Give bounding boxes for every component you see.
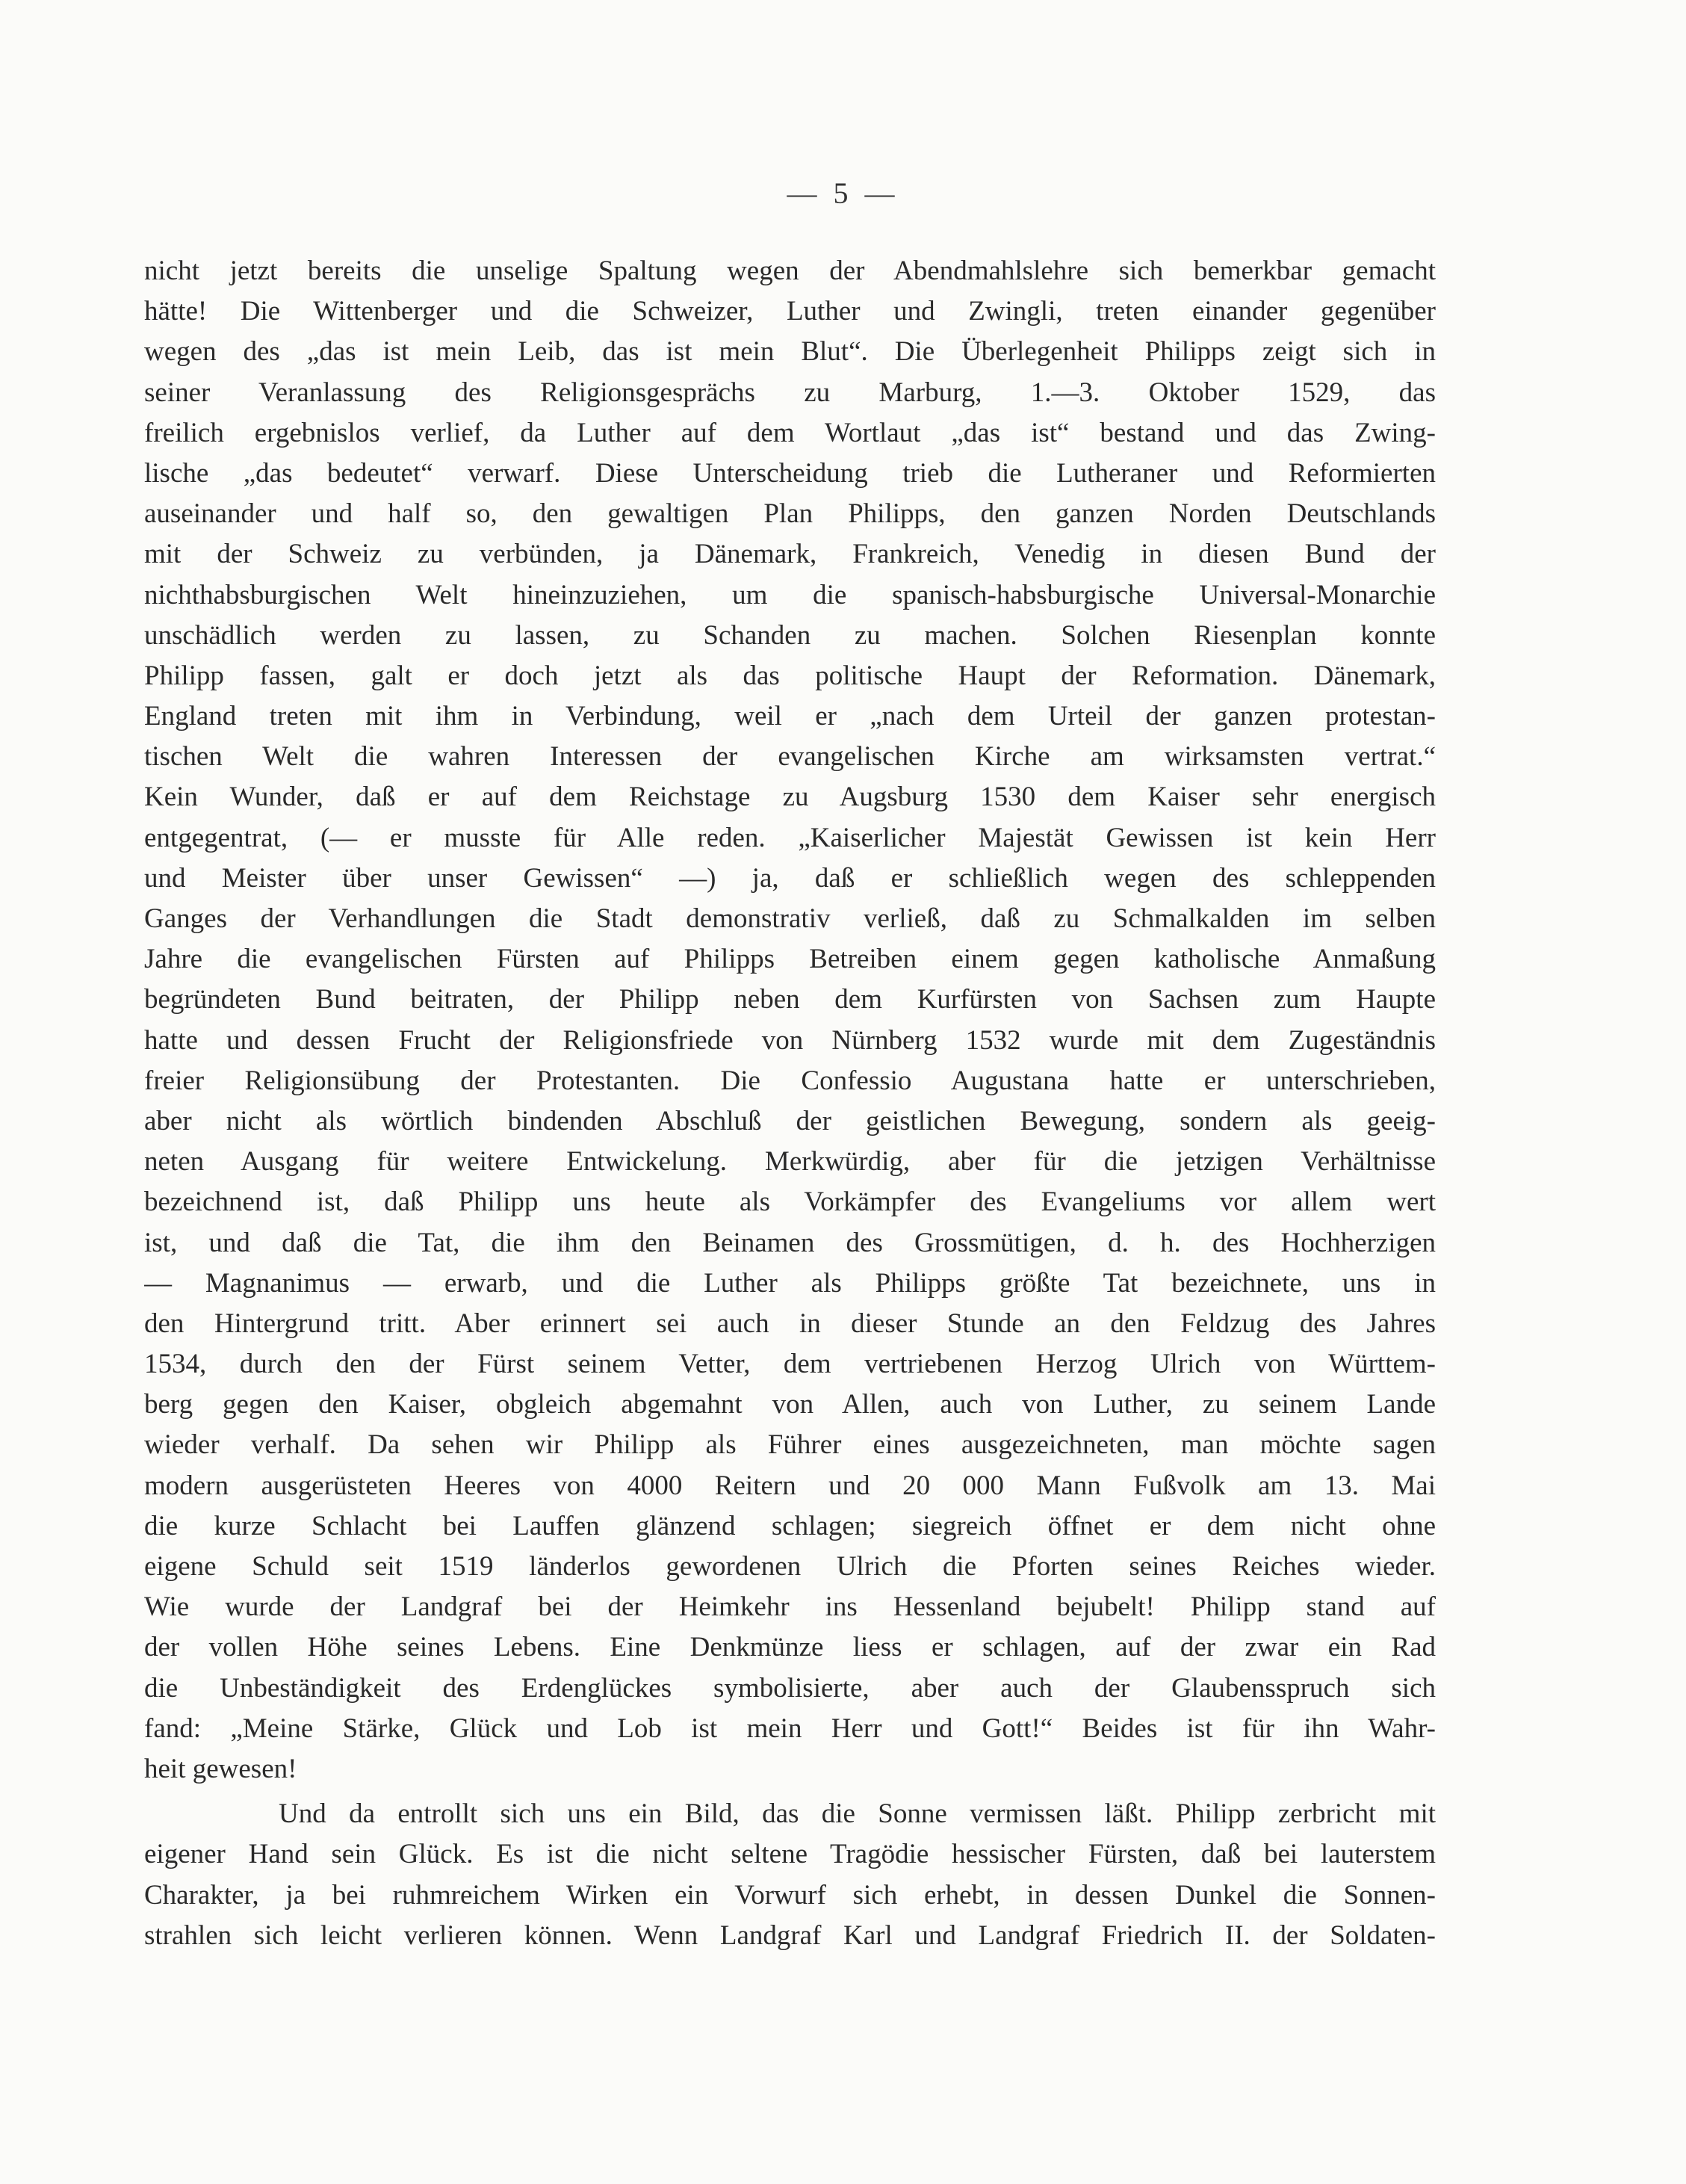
text-line: seiner Veranlassung des Religionsgesprächs zu Marburg, 1.—3. Oktober 1529, das — [144, 377, 1436, 408]
text-line: modern ausgerüsteten Heeres von 4000 Reitern und 20 000 Mann Fußvolk am 13. Mai — [144, 1470, 1436, 1501]
text-line: Kein Wunder, daß er auf dem Reichstage zu Augsburg 1530 dem Kaiser sehr energisch — [144, 782, 1436, 813]
text-line: die Unbeständigkeit des Erdenglückes symbolisierte, aber auch der Glaubensspruch sich — [144, 1672, 1436, 1704]
text-line: hatte und dessen Frucht der Religionsfriede von Nürnberg 1532 wurde mit dem Zugeständnis — [144, 1024, 1436, 1056]
text-line: mit der Schweiz zu verbünden, ja Dänemark, Frankreich, Venedig in diesen Bund der — [144, 539, 1436, 570]
text-line: und Meister über unser Gewissen“ —) ja, daß er schließlich wegen des schleppenden — [144, 862, 1436, 894]
text-line: Und da entrollt sich uns ein Bild, das die Sonne vermissen läßt. Philipp zerbricht mit — [279, 1798, 1436, 1830]
text-line: eigener Hand sein Glück. Es ist die nicht seltene Tragödie hessischer Fürsten, daß bei lauterstem — [144, 1839, 1436, 1870]
text-line: Ganges der Verhandlungen die Stadt demonstrativ verließ, daß zu Schmalkalden im selben — [144, 903, 1436, 934]
text-line: nicht jetzt bereits die unselige Spaltung wegen der Abendmahlslehre sich bemerkbar gemacht — [144, 256, 1436, 286]
text-line: heit gewesen! — [144, 1753, 297, 1784]
text-line: England treten mit ihm in Verbindung, weil er „nach dem Urteil der ganzen protestan- — [144, 701, 1436, 732]
text-line: die kurze Schlacht bei Lauffen glänzend schlagen; siegreich öffnet er dem nicht ohne — [144, 1510, 1436, 1541]
text-line: den Hintergrund tritt. Aber erinnert sei auch in dieser Stunde an den Feldzug des Jahres — [144, 1308, 1436, 1339]
text-line: freilich ergebnislos verlief, da Luther auf dem Wortlaut „das ist“ bestand und das Zwing- — [144, 417, 1436, 448]
text-line: nichthabsburgischen Welt hineinzuziehen, um die spanisch-habsburgische Universal-Monarchie — [144, 579, 1436, 610]
text-line: der vollen Höhe seines Lebens. Eine Denkmünze liess er schlagen, auf der zwar ein Rad — [144, 1632, 1436, 1663]
text-line: aber nicht als wörtlich bindenden Abschluß der geistlichen Bewegung, sondern als geeig- — [144, 1105, 1436, 1136]
text-line: — Magnanimus — erwarb, und die Luther als Philipps größte Tat bezeichnete, uns in — [144, 1267, 1436, 1299]
text-line: unschädlich werden zu lassen, zu Schanden zu machen. Solchen Riesenplan konnte — [144, 619, 1436, 651]
text-line: wegen des „das ist mein Leib, das ist mein Blut“. Die Überlegenheit Philipps zeigt sich in — [144, 336, 1436, 368]
text-line: Philipp fassen, galt er doch jetzt als das politische Haupt der Reformation. Dänemark, — [144, 660, 1436, 691]
text-line: begründeten Bund beitraten, der Philipp neben dem Kurfürsten von Sachsen zum Haupte — [144, 984, 1436, 1015]
text-line: ist, und daß die Tat, die ihm den Beinamen des Grossmütigen, d. h. des Hochherzigen — [144, 1227, 1436, 1258]
text-line: lische „das bedeutet“ verwarf. Diese Unterscheidung trieb die Lutheraner und Reformierten — [144, 457, 1436, 489]
text-line: tischen Welt die wahren Interessen der evangelischen Kirche am wirksamsten vertrat.“ — [144, 741, 1436, 773]
text-line: berg gegen den Kaiser, obgleich abgemahnt von Allen, auch von Luther, zu seinem Lande — [144, 1389, 1436, 1420]
text-line: hätte! Die Wittenberger und die Schweizer, Luther und Zwingli, treten einander gegenüber — [144, 296, 1436, 327]
body-text — [144, 251, 1436, 1956]
text-line: Jahre die evangelischen Fürsten auf Philipps Betreiben einem gegen katholische Anmaßung — [144, 944, 1436, 975]
text-line: fand: „Meine Stärke, Glück und Lob ist mein Herr und Gott!“ Beides ist für ihn Wahr- — [144, 1713, 1436, 1744]
paragraph — [144, 251, 1436, 1789]
text-line: entgegentrat, (— er musste für Alle reden. „Kaiserlicher Majestät Gewissen ist kein Herr — [144, 822, 1436, 853]
paragraph — [144, 1794, 1436, 1956]
text-line: bezeichnend ist, daß Philipp uns heute als Vorkämpfer des Evangeliums vor allem wert — [144, 1187, 1436, 1218]
text-line: Wie wurde der Landgraf bei der Heimkehr ins Hessenland bejubelt! Philipp stand auf — [144, 1591, 1436, 1623]
page-number: — 5 — — [787, 176, 899, 210]
text-line: eigene Schuld seit 1519 länderlos gewordenen Ulrich die Pforten seines Reiches wieder. — [144, 1551, 1436, 1582]
text-line: neten Ausgang für weitere Entwickelung. Merkwürdig, aber für die jetzigen Verhältnisse — [144, 1146, 1436, 1178]
text-line: 1534, durch den der Fürst seinem Vetter, dem vertriebenen Herzog Ulrich von Württem- — [144, 1349, 1436, 1380]
text-line: strahlen sich leicht verlieren können. Wenn Landgraf Karl und Landgraf Friedrich II. der Soldaten- — [144, 1919, 1436, 1951]
text-line: Charakter, ja bei ruhmreichem Wirken ein Vorwurf sich erhebt, in dessen Dunkel die Sonnen- — [144, 1879, 1436, 1911]
text-line: wieder verhalf. Da sehen wir Philipp als Führer eines ausgezeichneten, man möchte sagen — [144, 1429, 1436, 1461]
text-line: freier Religionsübung der Protestanten. Die Confessio Augustana hatte er unterschrieben, — [144, 1065, 1436, 1096]
text-line: auseinander und half so, den gewaltigen Plan Philipps, den ganzen Norden Deutschlands — [144, 498, 1436, 530]
